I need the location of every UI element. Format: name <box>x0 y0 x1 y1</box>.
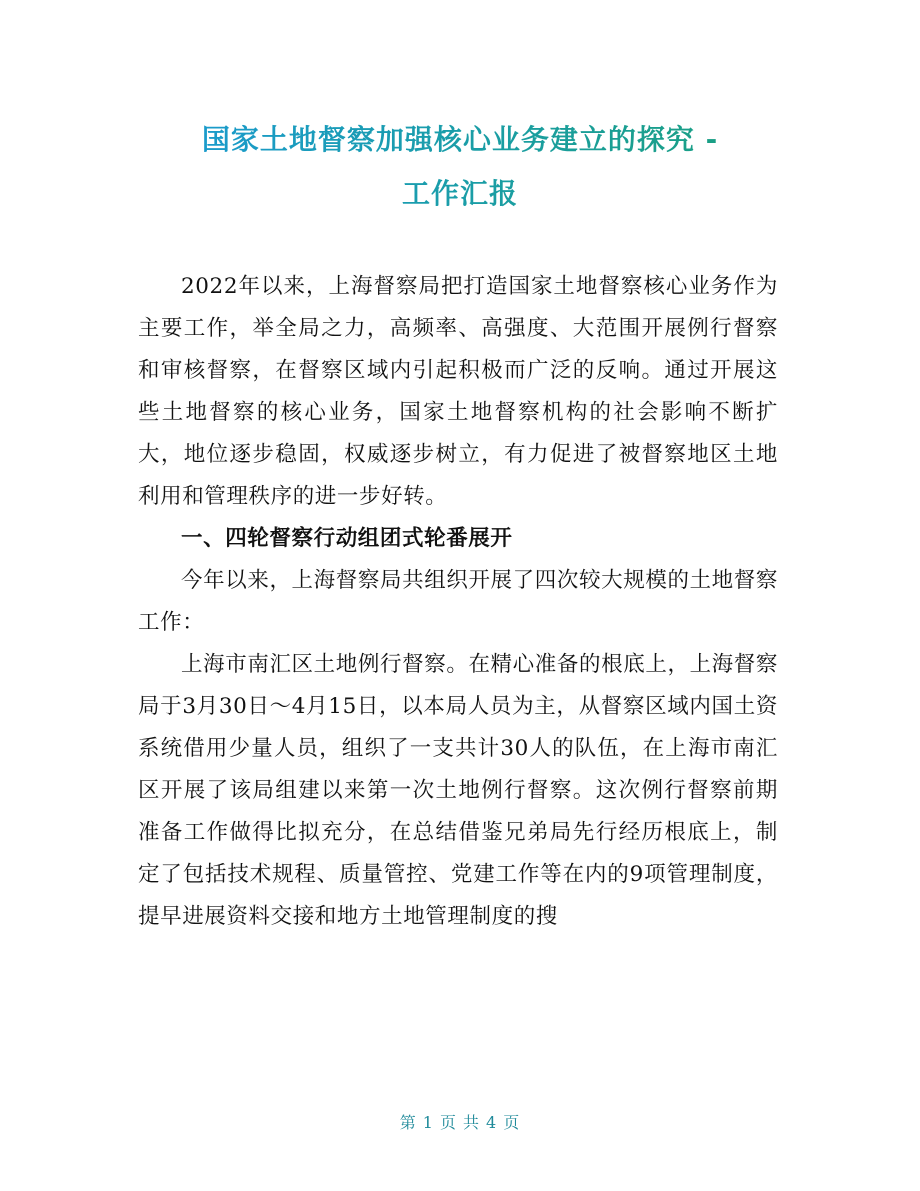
footer-prefix: 第 <box>399 1113 417 1132</box>
section-paragraph-1: 今年以来，上海督察局共组织开展了四次较大规模的土地督察工作： <box>138 568 778 635</box>
section-paragraph-2: 上海市南汇区土地例行督察。在精心准备的根底上，上海督察局于3月30日～4月15日，以本局人员为主，从督察区域内国土资系统借用少量人员，组织了一支共计30人的队伍，在上海市南汇区开展了该局组建以来第一次土地例行督察。这次例行督察前期准备工作做得比拟充分，在总结借鉴兄弟局先行经历根底上，制定了包括技术规程、质量管控、党建工作等在内的9项管理制度，提早进展资料交接和地方土地管理制度的搜 <box>138 652 778 929</box>
footer-current-page: 1 <box>422 1113 434 1132</box>
section-heading: 一、四轮督察行动组团式轮番展开 <box>181 526 513 551</box>
footer-suffix: 页 <box>503 1113 521 1132</box>
footer-total-label: 共 <box>463 1113 481 1132</box>
footer-page-label: 页 <box>439 1113 457 1132</box>
footer-total-pages: 4 <box>486 1113 498 1132</box>
document-title-line-1: 国家土地督察加强核心业务建立的探究 - <box>120 120 800 160</box>
document-body <box>138 266 778 938</box>
intro-paragraph: 2022年以来，上海督察局把打造国家土地督察核心业务作为主要工作，举全局之力，高频率、高强度、大范围开展例行督察和审核督察，在督察区域内引起积极而广泛的反响。通过开展这些土地督察的核心业务，国家土地督察机构的社会影响不断扩大，地位逐步稳固，权威逐步树立，有力促进了被督察地区土地利用和管理秩序的进一步好转。 <box>138 274 778 509</box>
page-footer <box>0 1110 920 1133</box>
document-title-line-2: 工作汇报 <box>120 174 800 214</box>
